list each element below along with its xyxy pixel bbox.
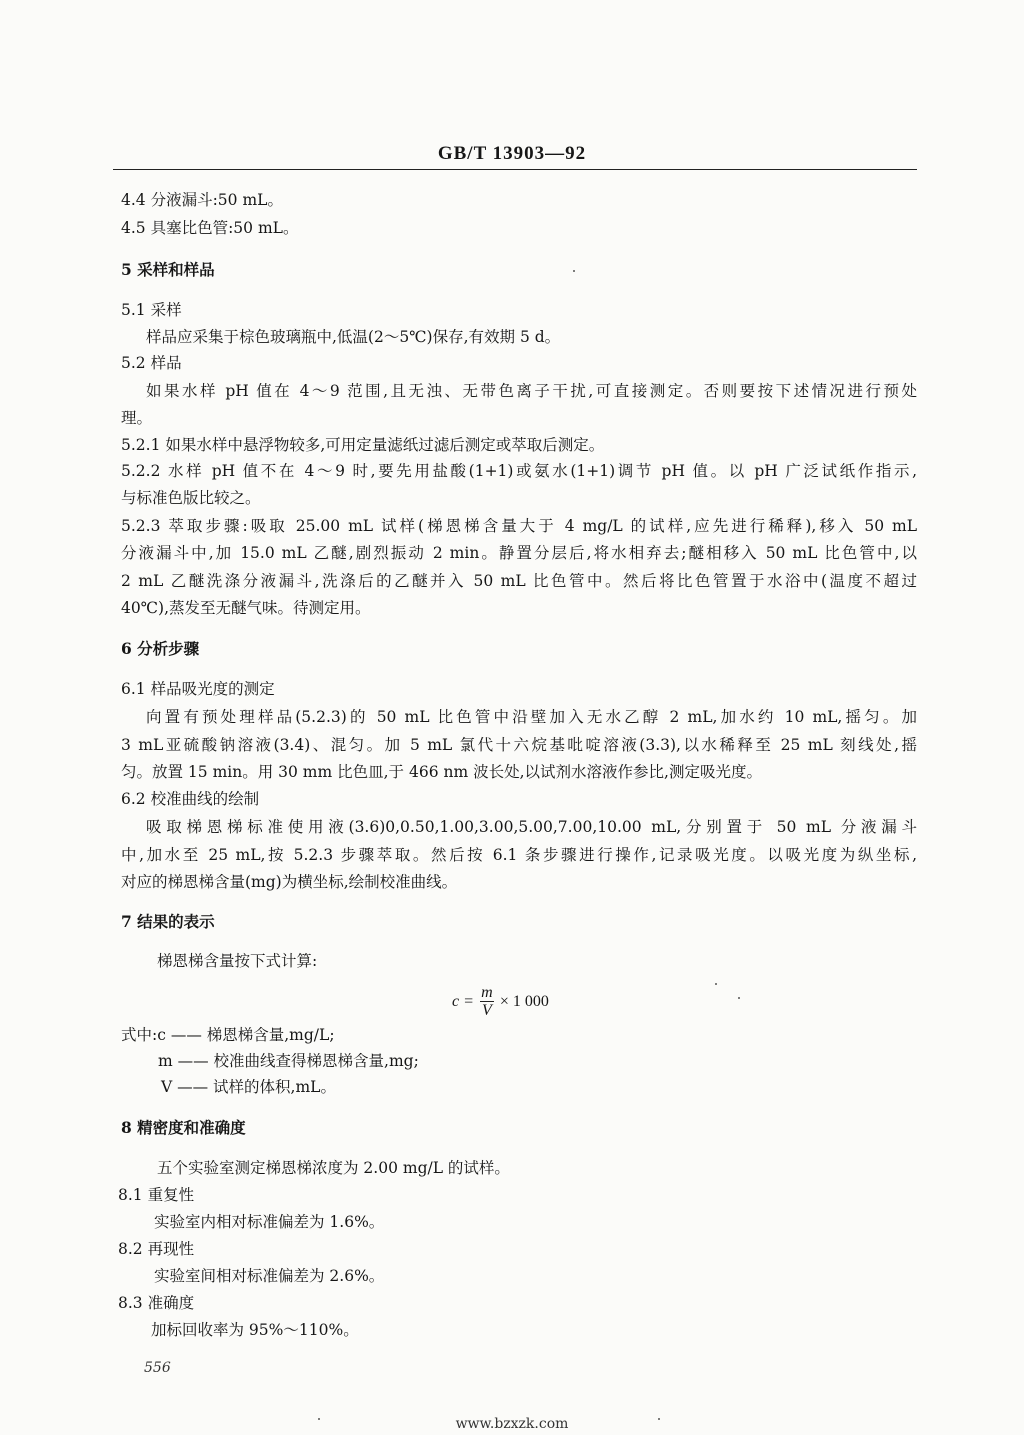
where-line-m: m —— 校准曲线查得梯恩梯含量,mg; — [158, 1052, 419, 1070]
paragraph-5-2-line1: 如果水样 pH 值在 4～9 范围,且无浊、无带色离子干扰,可直接测定。否则要按下述情况进行预处 — [146, 382, 917, 400]
subsection-5-2-heading: 5.2 样品 — [121, 354, 182, 372]
formula-fraction — [480, 985, 494, 1018]
item-4-5: 4.5 具塞比色管:50 mL。 — [121, 219, 299, 237]
where-line-v: V —— 试样的体积,mL。 — [161, 1078, 336, 1096]
paragraph-5-2-3-line4: 40℃),蒸发至无醚气味。待测定用。 — [121, 599, 371, 617]
scan-speck — [658, 1418, 660, 1420]
paragraph-5-2-3-line3: 2 mL 乙醚洗涤分液漏斗,洗涤后的乙醚并入 50 mL 比色管中。然后将比色管置于水浴中(温度不超过 — [121, 572, 917, 590]
subsection-8-1-heading: 8.1 重复性 — [118, 1186, 195, 1204]
section-5-heading: 5 采样和样品 — [121, 260, 215, 279]
subsection-8-3-heading: 8.3 准确度 — [118, 1294, 195, 1312]
section-6-heading: 6 分析步骤 — [121, 639, 200, 658]
paragraph-5-2-2-line1: 5.2.2 水样 pH 值不在 4～9 时,要先用盐酸(1+1)或氨水(1+1)调节 pH 值。以 pH 广泛试纸作指示, — [121, 462, 917, 480]
scan-speck — [738, 997, 740, 999]
paragraph-6-1-line2: 3 mL亚硫酸钠溶液(3.4)、混匀。加 5 mL 氯代十六烷基吡啶溶液(3.3),以水稀释至 25 mL 刻线处,摇 — [121, 736, 917, 754]
formula-rhs: × 1 000 — [499, 992, 549, 1010]
footer-url: www.bzxzk.com — [455, 1416, 569, 1432]
paragraph-5-2-line2: 理。 — [121, 409, 153, 427]
subsection-5-1-heading: 5.1 采样 — [121, 301, 182, 319]
where-line-c: 式中:c —— 梯恩梯含量,mg/L; — [121, 1026, 335, 1044]
header-rule — [113, 169, 917, 170]
paragraph-6-2-line1: 吸取梯恩梯标准使用液(3.6)0,0.50,1.00,3.00,5.00,7.00,10.00 mL,分别置于 50 mL 分液漏斗 — [146, 818, 917, 836]
formula-denominator: V — [482, 1002, 492, 1019]
paragraph-5-2-3-line1: 5.2.3 萃取步骤:吸取 25.00 mL 试样(梯恩梯含量大于 4 mg/L 的试样,应先进行稀释),移入 50 mL — [121, 517, 917, 535]
paragraph-5-1: 样品应采集于棕色玻璃瓶中,低温(2～5℃)保存,有效期 5 d。 — [146, 328, 561, 346]
subsection-8-2-heading: 8.2 再现性 — [118, 1240, 195, 1258]
paragraph-7: 梯恩梯含量按下式计算: — [157, 952, 318, 970]
paragraph-5-2-2-line2: 与标准色版比较之。 — [121, 489, 261, 507]
scan-speck — [573, 270, 575, 272]
formula-numerator: m — [481, 984, 493, 1001]
paragraph-6-2-line3: 对应的梯恩梯含量(mg)为横坐标,绘制校准曲线。 — [121, 873, 458, 891]
scan-speck — [318, 1418, 320, 1420]
item-4-4: 4.4 分液漏斗:50 mL。 — [121, 191, 283, 209]
paragraph-6-1-line3: 匀。放置 15 min。用 30 mm 比色皿,于 466 nm 波长处,以试剂水溶液作参比,测定吸光度。 — [121, 763, 762, 781]
paragraph-5-2-3-line2: 分液漏斗中,加 15.0 mL 乙醚,剧烈振动 2 min。静置分层后,将水相弃去;醚相移入 50 mL 比色管中,以 — [121, 544, 917, 562]
paragraph-8-1: 实验室内相对标准偏差为 1.6%。 — [154, 1213, 385, 1231]
page-number: 556 — [144, 1360, 171, 1376]
standard-header: GB/T 13903—92 — [437, 143, 587, 164]
formula-lhs: c = — [452, 992, 474, 1010]
paragraph-5-2-1: 5.2.1 如果水样中悬浮物较多,可用定量滤纸过滤后测定或萃取后测定。 — [121, 436, 605, 454]
paragraph-6-2-line2: 中,加水至 25 mL,按 5.2.3 步骤萃取。然后按 6.1 条步骤进行操作,记录吸光度。以吸光度为纵坐标, — [121, 846, 917, 864]
scan-speck — [715, 983, 717, 985]
paragraph-6-1-line1: 向置有预处理样品(5.2.3)的 50 mL 比色管中沿壁加入无水乙醇 2 mL,加水约 10 mL,摇匀。加 — [146, 708, 917, 726]
result-formula — [452, 985, 549, 1018]
paragraph-8-3: 加标回收率为 95%～110%。 — [151, 1321, 359, 1339]
section-7-heading: 7 结果的表示 — [121, 912, 215, 931]
subsection-6-2-heading: 6.2 校准曲线的绘制 — [121, 790, 260, 808]
paragraph-8: 五个实验室测定梯恩梯浓度为 2.00 mg/L 的试样。 — [157, 1159, 510, 1177]
paragraph-8-2: 实验室间相对标准偏差为 2.6%。 — [154, 1267, 385, 1285]
section-8-heading: 8 精密度和准确度 — [121, 1118, 246, 1137]
subsection-6-1-heading: 6.1 样品吸光度的测定 — [121, 680, 275, 698]
